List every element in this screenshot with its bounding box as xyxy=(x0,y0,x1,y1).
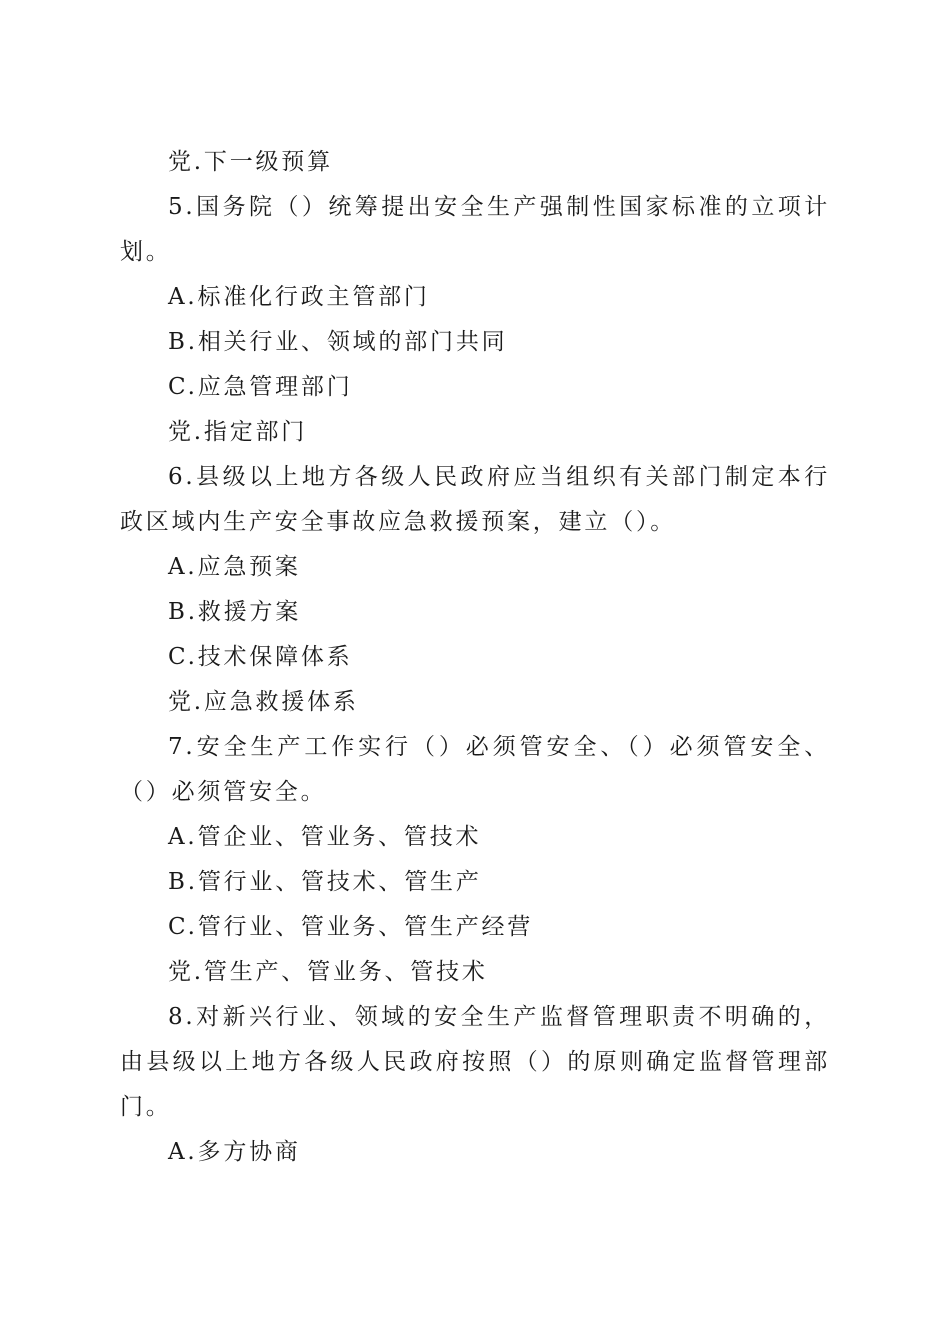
text-line: B.相关行业、领域的部门共同 xyxy=(168,329,508,355)
text-line: A.标准化行政主管部门 xyxy=(168,284,430,310)
document-body xyxy=(120,140,830,1175)
text-line: 党.应急救援体系 xyxy=(168,689,359,715)
text-line: B.救援方案 xyxy=(168,599,302,625)
text-line: C.管行业、管业务、管生产经营 xyxy=(168,914,534,940)
text-line: 党.管生产、管业务、管技术 xyxy=(168,959,488,985)
text-line: 门。 xyxy=(120,1094,172,1120)
text-line: A.多方协商 xyxy=(168,1139,301,1165)
text-line: 划。 xyxy=(120,239,172,265)
text-line: 5.国务院（）统筹提出安全生产强制性国家标准的立项计 xyxy=(168,194,830,220)
text-line: （）必须管安全。 xyxy=(120,779,327,805)
text-line: C.应急管理部门 xyxy=(168,374,353,400)
text-line: C.技术保障体系 xyxy=(168,644,353,670)
text-line: 8.对新兴行业、领域的安全生产监督管理职责不明确的， xyxy=(168,1004,830,1030)
text-line: A.管企业、管业务、管技术 xyxy=(168,824,482,850)
text-line: B.管行业、管技术、管生产 xyxy=(168,869,482,895)
text-line: 6.县级以上地方各级人民政府应当组织有关部门制定本行 xyxy=(168,464,830,490)
text-line: 7.安全生产工作实行（）必须管安全、（）必须管安全、 xyxy=(168,734,830,760)
text-line: 由县级以上地方各级人民政府按照（）的原则确定监督管理部 xyxy=(120,1049,830,1075)
text-line: 党.指定部门 xyxy=(168,419,308,445)
text-line: 党.下一级预算 xyxy=(168,149,333,175)
text-line: 政区域内生产安全事故应急救援预案，建立（）。 xyxy=(120,509,677,535)
text-line: A.应急预案 xyxy=(168,554,301,580)
